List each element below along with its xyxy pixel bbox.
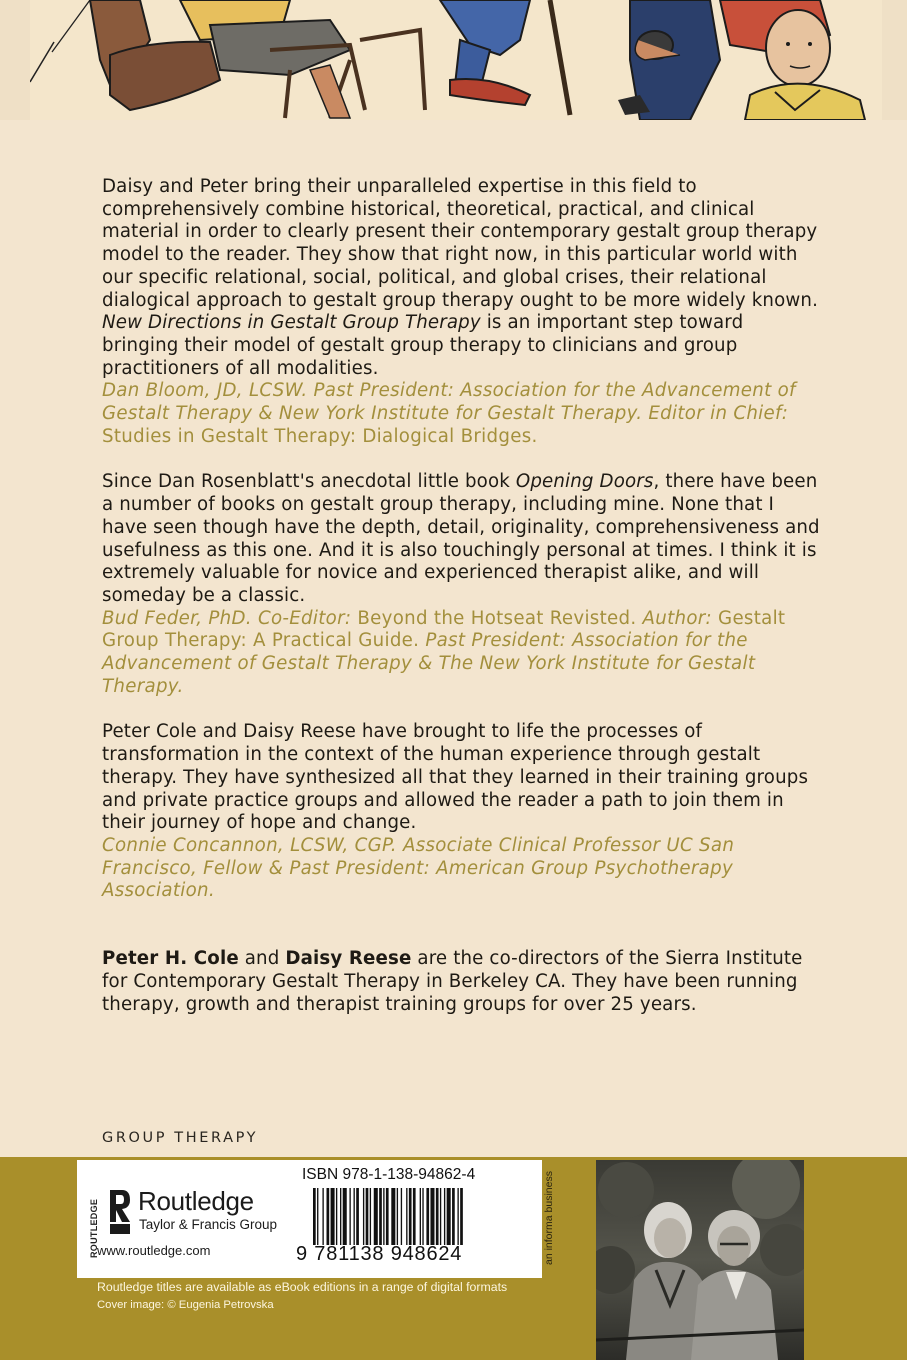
barcode-bar [422, 1188, 423, 1245]
blurb-2-text-start: Since Dan Rosenblatt's anecdotal little book [102, 471, 516, 493]
barcode-bar [409, 1188, 412, 1245]
barcode-bar [340, 1188, 341, 1245]
book-title: New Directions in Gestalt Group Therapy [102, 312, 481, 334]
author-photo-svg [596, 1160, 804, 1360]
barcode-bar [313, 1188, 316, 1245]
barcode-bar [336, 1188, 337, 1245]
attribution-upright: Studies in Gestalt Therapy: Dialogical Bridges. [102, 425, 538, 447]
author-bio [102, 948, 822, 1016]
routledge-vertical-mark: ROUTLEDGE [89, 1198, 99, 1258]
barcode [313, 1188, 505, 1245]
barcode-bar [331, 1188, 335, 1245]
barcode-bar [420, 1188, 421, 1245]
book-title-opening-doors: Opening Doors [515, 471, 654, 493]
publisher-group: Taylor & Francis Group [139, 1217, 278, 1232]
blurb-3-attribution: Connie Concannon, LCSW, CGP. Associate Clinical Professor UC San Francisco, Fellow & Past President: American Group Psychotherapy Association. [102, 834, 735, 902]
blurb-2-attribution [102, 608, 822, 699]
barcode-bar [460, 1188, 463, 1245]
blurb-2-text [102, 471, 822, 607]
illustration-svg [30, 0, 882, 120]
barcode-bar [391, 1188, 395, 1245]
barcode-bar [436, 1188, 439, 1245]
barcode-bar [383, 1188, 384, 1245]
barcode-bar [327, 1188, 330, 1245]
barcode-bar [426, 1188, 429, 1245]
barcode-bar [440, 1188, 441, 1245]
edge-right [882, 0, 907, 120]
blurbs [102, 176, 822, 1016]
barcode-bar [413, 1188, 416, 1245]
barcode-bar [374, 1188, 378, 1245]
barcode-bar [366, 1188, 369, 1245]
publisher-website[interactable]: www.routledge.com [97, 1243, 211, 1258]
author-name-2: Daisy Reese [285, 948, 412, 970]
barcode-bar [349, 1188, 350, 1245]
edge-left [0, 0, 30, 120]
attribution-italic: Bud Feder, PhD. Co-Editor: [102, 607, 358, 629]
barcode-bar [447, 1188, 451, 1245]
barcode-bar [430, 1188, 434, 1245]
attribution-italic: Author: [636, 607, 719, 629]
informa-business: an informa business [543, 1171, 555, 1265]
barcode-bar [356, 1188, 359, 1245]
author-bio-text: are the co-directors of the Sierra Institute for Contemporary Gestalt Therapy in Berkeley CA. They have been running therapy, growth and therapist training groups for over 25 years. [102, 948, 803, 1015]
barcode-bar [452, 1188, 455, 1245]
blurb-3-text: Peter Cole and Daisy Reese have brought to life the processes of transformation in the context of the human experience through gestalt therapy. They have synthesized all that they learned in their training groups and private practice groups and allowed the reader a path to join them in their journey of hope and change. [102, 721, 809, 834]
attribution-italic: Past President: Association for the Advancement of Gestalt Therapy & The New York Institute for Gestalt Therapy. [102, 630, 756, 697]
barcode-bar [401, 1188, 402, 1245]
author-photo [596, 1160, 804, 1360]
barcode-bar [354, 1188, 355, 1245]
barcode-bar [370, 1188, 371, 1245]
attribution-upright: Beyond the Hotseat Revisted. [357, 607, 637, 629]
blurb-1-text-end: is an important step toward bringing their model of gestalt group therapy to clinicians and group practitioners of all modalities. [102, 312, 744, 379]
blurb-2-text-end: , there have been a number of books on gestalt group therapy, including mine. None that I have seen though have the depth, detail, originality, comprehensiveness and usefulness as this one. And it is also touchingly personal at times. I think it is extremely valuable for novice and experienced therapist alike, and will someday be a classic. [102, 471, 820, 606]
cover-illustration [30, 0, 882, 120]
barcode-bar [386, 1188, 389, 1245]
category-label: GROUP THERAPY [102, 1130, 259, 1146]
routledge-logo-icon [108, 1188, 132, 1236]
attribution-italic: Dan Bloom, JD, LCSW. Past President: Association for the Advancement of Gestalt Therapy & New York Institute for Gestalt Therapy. Editor in Chief: [102, 380, 796, 425]
publisher-name: Routledge [138, 1186, 254, 1216]
isbn-label: ISBN 978-1-138-94862-4 [302, 1166, 476, 1183]
barcode-bar [397, 1188, 398, 1245]
barcode-bar [457, 1188, 458, 1245]
barcode-bar [322, 1188, 323, 1245]
barcode-bar [343, 1188, 347, 1245]
blurb-1-text [102, 176, 822, 380]
barcode-bar [379, 1188, 382, 1245]
author-name-1: Peter H. Cole [102, 948, 239, 970]
barcode-bar [317, 1188, 318, 1245]
barcode-bar [406, 1188, 407, 1245]
cover-credit: Cover image: © Eugenia Petrovska [97, 1299, 274, 1311]
blurb-1-attribution [102, 380, 822, 448]
blurb-1-text-start: Daisy and Peter bring their unparalleled expertise in this field to comprehensively combine historical, theoretical, practical, and clinical material in order to clearly present their contemporary gestalt group therapy model to the reader. They show that right now, in this particular world with our specific relational, social, political, and global crises, their relational dialogical approach to gestalt group therapy ought to be more widely known. [102, 176, 819, 311]
ebook-note: Routledge titles are available as eBook editions in a range of digital formats [97, 1280, 508, 1294]
barcode-digits: 9 781138 948624 [296, 1243, 463, 1265]
barcode-bar [363, 1188, 364, 1245]
barcode-bar [444, 1188, 445, 1245]
author-connector: and [238, 948, 286, 970]
attribution-upright: Gestalt Group Therapy: A Practical Guide. [102, 607, 786, 652]
